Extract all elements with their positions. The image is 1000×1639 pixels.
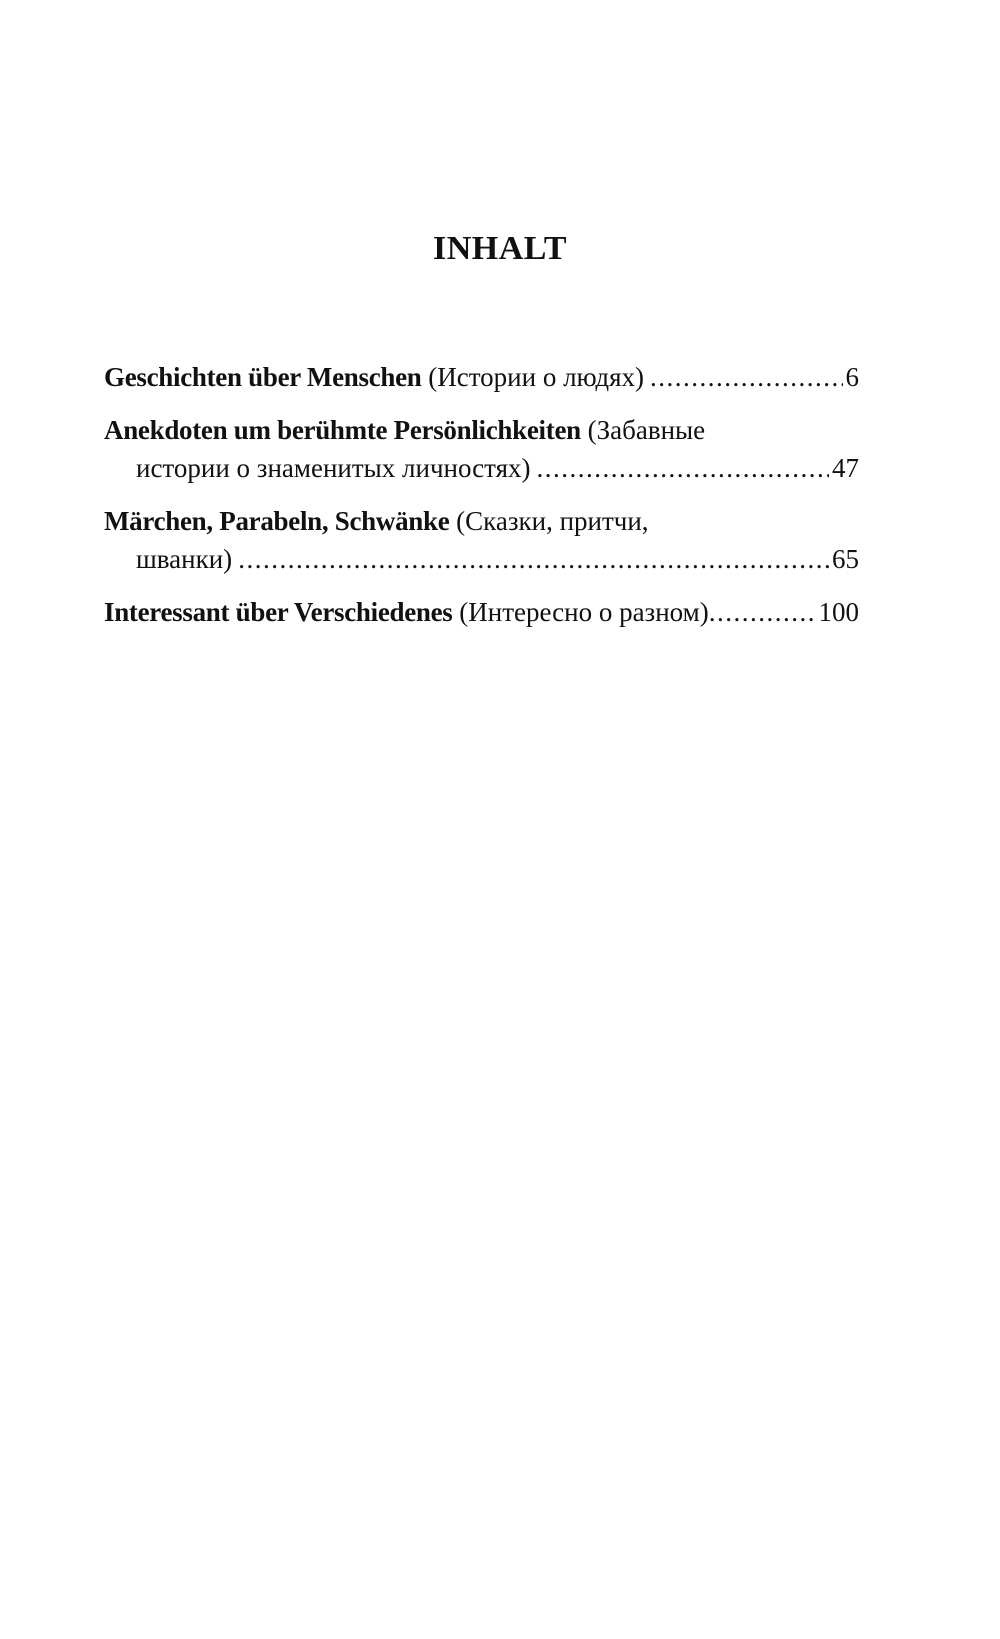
- toc-line: [104, 593, 859, 631]
- toc-line-continuation: [104, 449, 859, 487]
- page-number: 100: [818, 597, 859, 627]
- dot-leader: [238, 540, 829, 578]
- dot-leader: [650, 358, 843, 396]
- toc-entry-2[interactable]: [104, 411, 859, 487]
- russian-title-continuation: истории о знаменитых личностях): [136, 453, 531, 483]
- german-title: Anekdoten um berühmte Persönlichkeiten: [104, 415, 581, 445]
- page-number: 65: [832, 544, 859, 574]
- toc-line-continuation: [104, 540, 859, 578]
- toc-line: [104, 358, 859, 396]
- table-of-contents: [104, 358, 859, 646]
- russian-title: (Истории о людях): [428, 362, 644, 392]
- toc-entry-4[interactable]: [104, 593, 859, 631]
- russian-title-continuation: шванки): [136, 544, 233, 574]
- page-number: 47: [832, 453, 859, 483]
- toc-entry-1[interactable]: [104, 358, 859, 396]
- toc-line: [104, 502, 859, 540]
- german-title: Interessant über Verschiedenes: [104, 597, 453, 627]
- russian-title: (Интересно о разном): [459, 597, 709, 627]
- dot-leader: [537, 449, 830, 487]
- russian-title: (Забавные: [587, 415, 706, 445]
- german-title: Geschichten über Menschen: [104, 362, 422, 392]
- german-title: Märchen, Parabeln, Schwänke: [104, 506, 450, 536]
- toc-line: [104, 411, 859, 449]
- russian-title: (Сказки, притчи,: [456, 506, 649, 536]
- toc-entry-3[interactable]: [104, 502, 859, 578]
- page-number: 6: [845, 362, 859, 392]
- page-title: INHALT: [432, 230, 568, 267]
- dot-leader: [709, 593, 816, 631]
